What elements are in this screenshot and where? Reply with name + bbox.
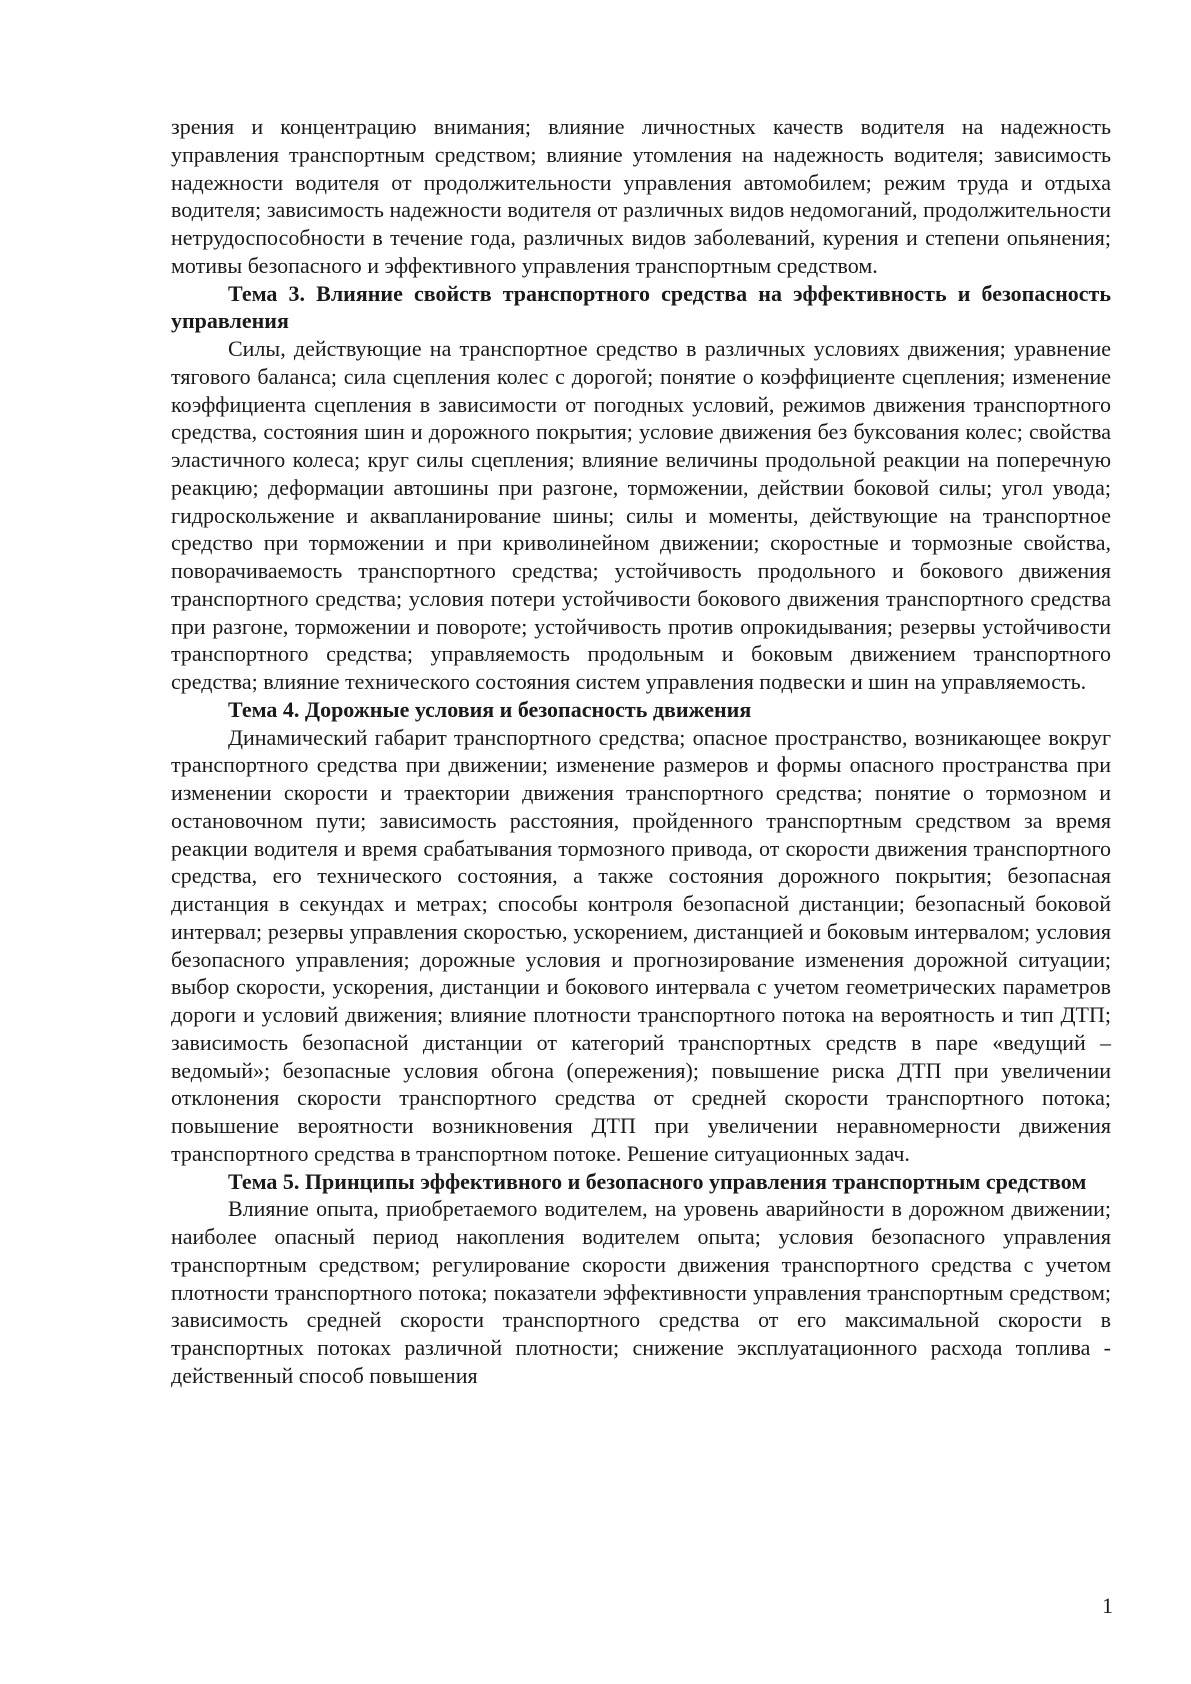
paragraph-continuation: зрения и концентрацию внимания; влияние личностных качеств водителя на надежность управления транспортным средством; влияние утомления на надежность водителя; зависимость надежности водителя от продолжительности управления автомобилем; режим труда и отдыха водителя; зависимость надежности водителя от различных видов недомоганий, продолжительности нетрудоспособности в течение года, различных видов заболеваний, курения и степени опьянения; мотивы безопасного и эффективного управления транспортным средством.	[171, 114, 1111, 278]
topic-4-heading: Тема 4. Дорожные условия и безопасность движения	[228, 696, 752, 722]
page-number: 1	[1102, 1593, 1113, 1618]
topic-3-body: Силы, действующие на транспортное средство в различных условиях движения; уравнение тягового баланса; сила сцепления колес с дорогой; понятие о коэффициенте сцепления; изменение коэффициента сцепления в зависимости от погодных условий, режимов движения транспортного средства, состояния шин и дорожного покрытия; условие движения без буксования колес; свойства эластичного колеса; круг силы сцепления; влияние величины продольной реакции на поперечную реакцию; деформации автошины при разгоне, торможении, действии боковой силы; угол увода; гидроскольжение и аквапланирование шины; силы и моменты, действующие на транспортное средство при торможении и при криволинейном движении; скоростные и тормозные свойства, поворачиваемость транспортного средства; устойчивость продольного и бокового движения транспортного средства; условия потери устойчивости бокового движения транспортного средства при разгоне, торможении и повороте; устойчивость против опрокидывания; резервы устойчивости транспортного средства; управляемость продольным и боковым движением транспортного средства; влияние технического состояния систем управления подвески и шин на управляемость.	[171, 336, 1111, 694]
document-body	[171, 113, 1111, 1390]
topic-5-body: Влияние опыта, приобретаемого водителем, на уровень аварийности в дорожном движении; наиболее опасный период накопления водителем опыта; условия безопасного управления транспортным средством; регулирование скорости движения транспортного средства с учетом плотности транспортного потока; показатели эффективности управления транспортным средством; зависимость средней скорости транспортного средства от его максимальной скорости в транспортных потоках различной плотности; снижение эксплуатационного расхода топлива - действенный способ повышения	[171, 1196, 1111, 1388]
topic-4-body: Динамический габарит транспортного средства; опасное пространство, возникающее вокруг транспортного средства при движении; изменение размеров и формы опасного пространства при изменении скорости и траектории движения транспортного средства; понятие о тормозном и остановочном пути; зависимость расстояния, пройденного транспортным средством за время реакции водителя и время срабатывания тормозного привода, от скорости движения транспортного средства, его технического состояния, а также состояния дорожного покрытия; безопасная дистанция в секундах и метрах; способы контроля безопасной дистанции; безопасный боковой интервал; резервы управления скоростью, ускорением, дистанцией и боковым интервалом; условия безопасного управления; дорожные условия и прогнозирование изменения дорожной ситуации; выбор скорости, ускорения, дистанции и бокового интервала с учетом геометрических параметров дороги и условий движения; влияние плотности транспортного потока на вероятность и тип ДТП; зависимость безопасной дистанции от категорий транспортных средств в паре «ведущий – ведомый»; безопасные условия обгона (опережения); повышение риска ДТП при увеличении отклонения скорости транспортного средства от средней скорости транспортного потока; повышение вероятности возникновения ДТП при увеличении неравномерности движения транспортного средства в транспортном потоке. Решение ситуационных задач.	[171, 724, 1111, 1166]
topic-3-heading: Тема 3. Влияние свойств транспортного средства на эффективность и безопасность управления	[171, 280, 1111, 334]
topic-5-heading: Тема 5. Принципы эффективного и безопасного управления транспортным средством	[228, 1168, 1087, 1194]
